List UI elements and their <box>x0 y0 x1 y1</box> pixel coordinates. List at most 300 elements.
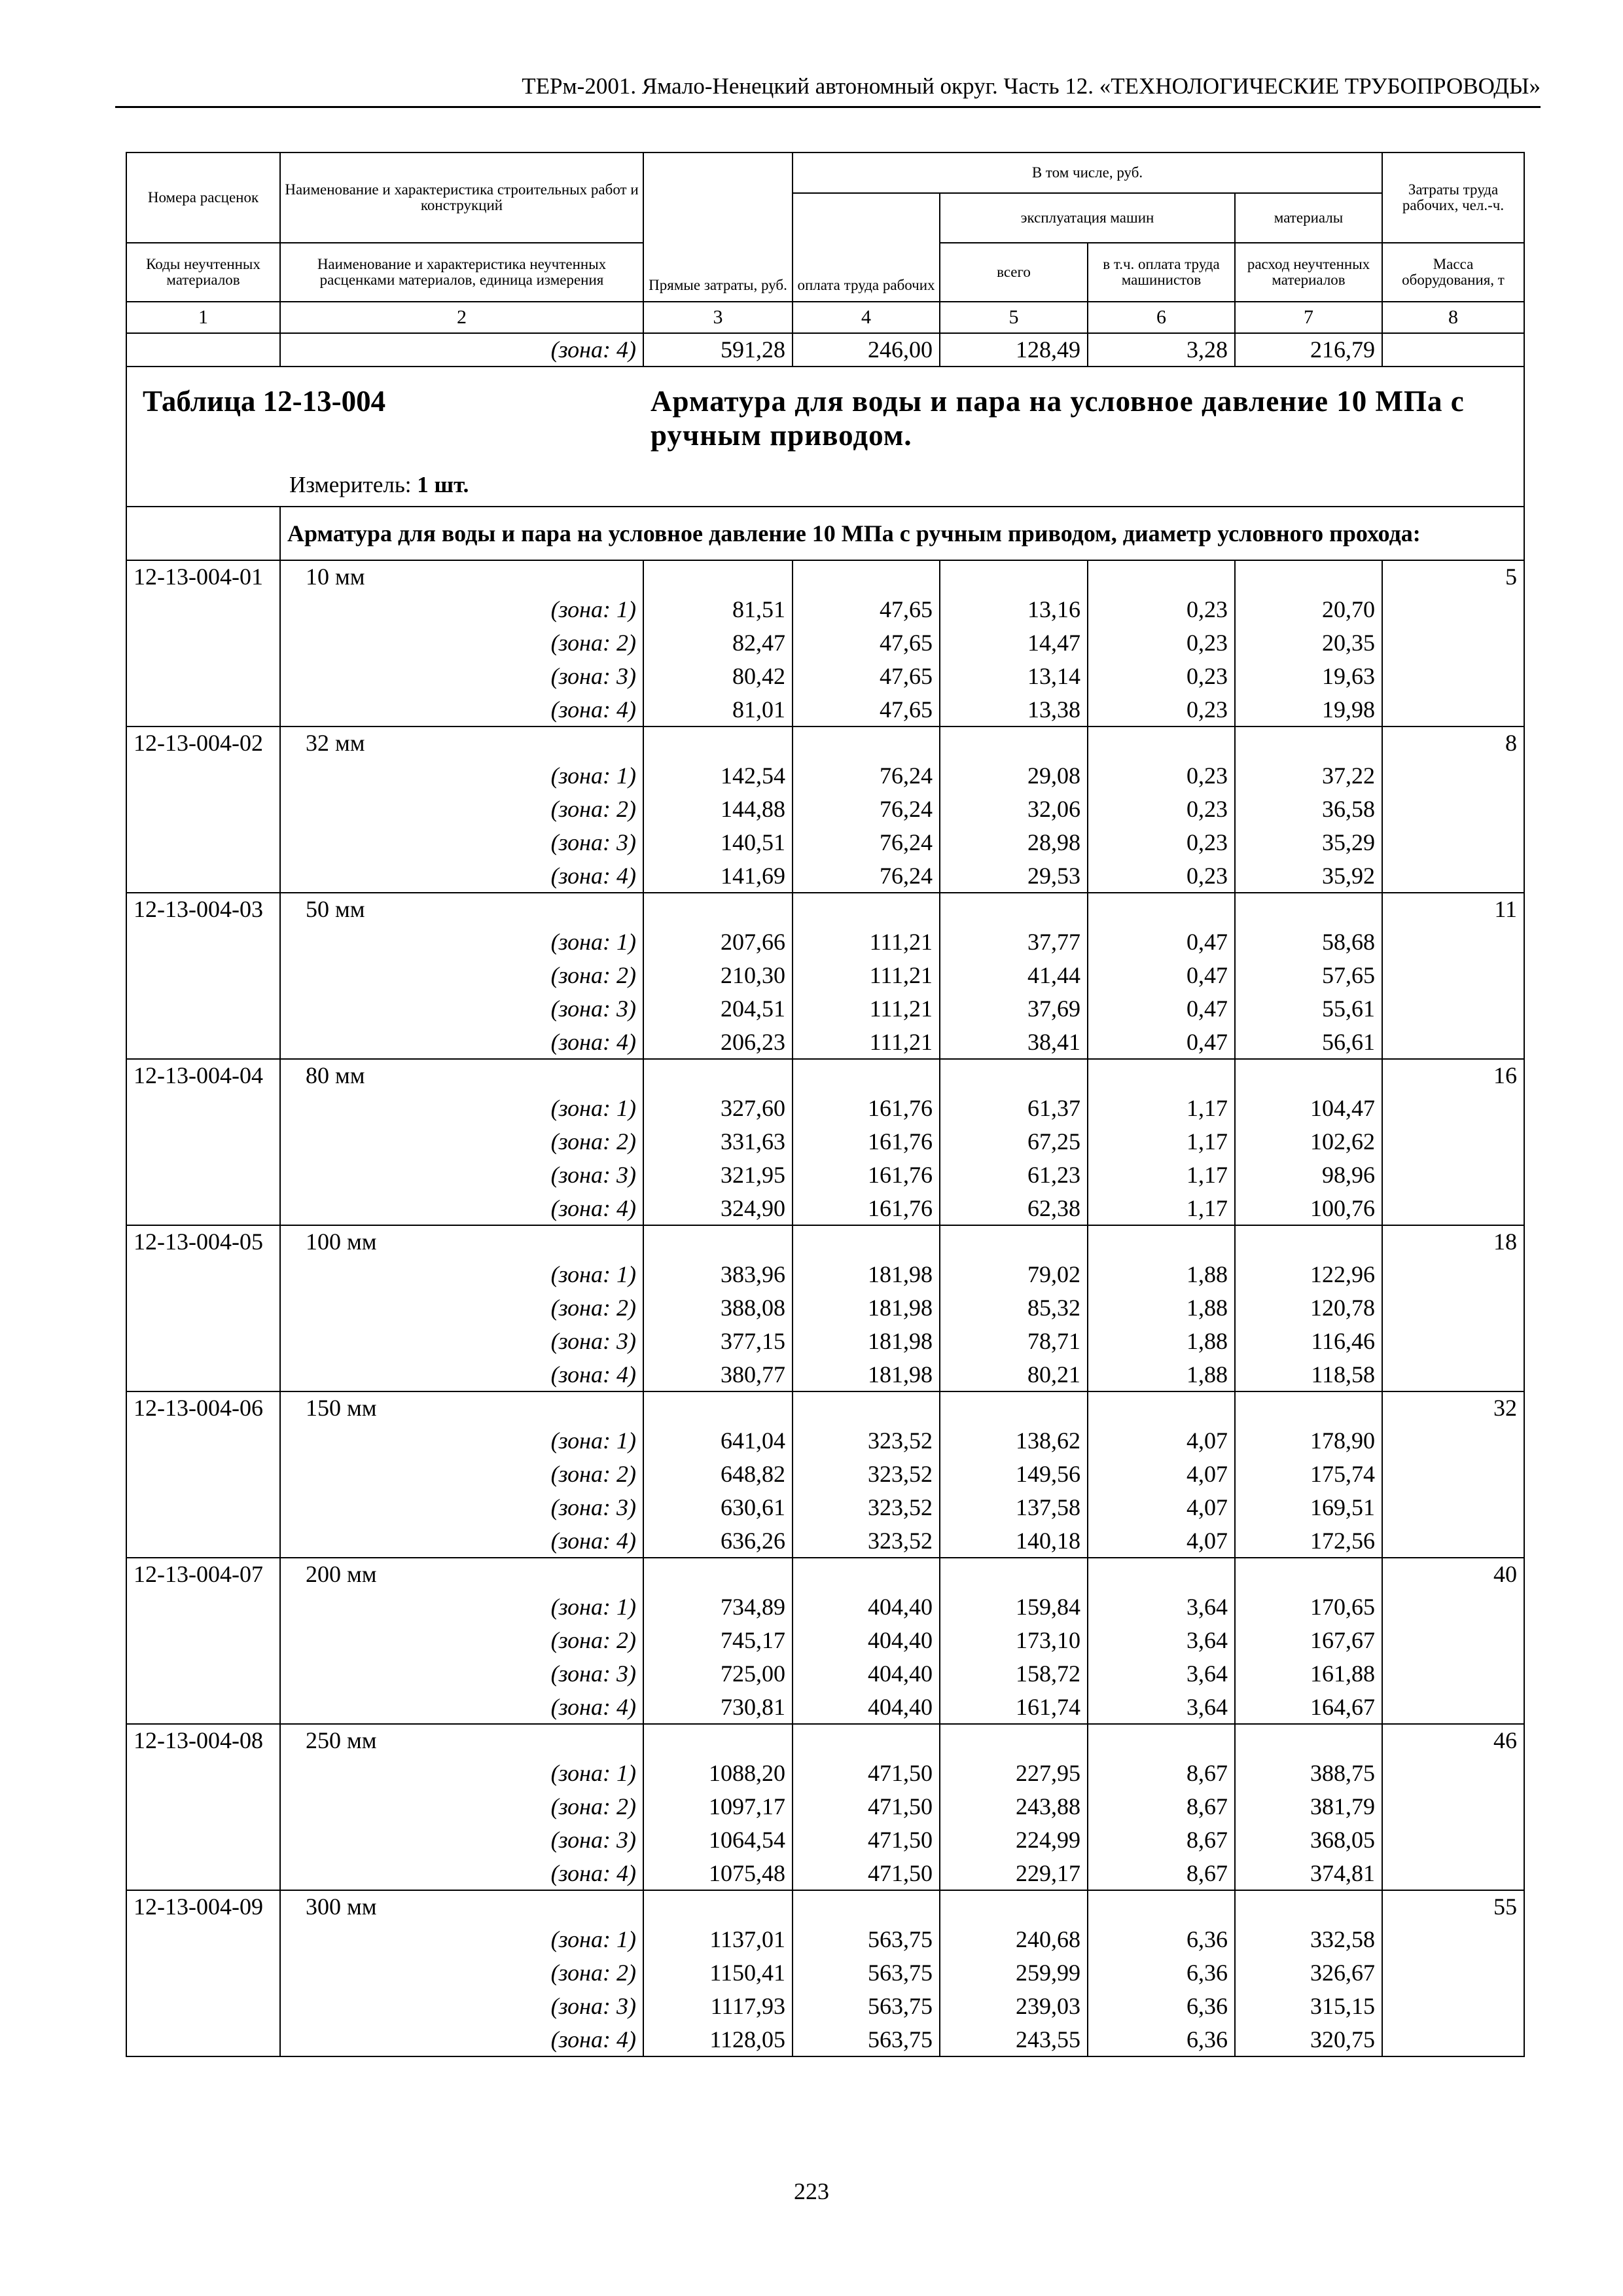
labor-cost: 16 <box>1382 1059 1524 1092</box>
zone-label: (зона: 4) <box>280 1857 643 1890</box>
zone-row <box>126 925 1524 959</box>
empty-cell <box>643 726 793 759</box>
zone-label: (зона: 2) <box>280 793 643 826</box>
direct-costs: 383,96 <box>643 1258 793 1291</box>
rate-code: 12-13-004-09 <box>126 1890 280 1923</box>
empty-cell <box>1382 1291 1524 1325</box>
zone-label: (зона: 1) <box>280 925 643 959</box>
empty-cell <box>126 593 280 626</box>
empty-cell <box>1382 1956 1524 1990</box>
direct-costs: 1097,17 <box>643 1790 793 1823</box>
section-code <box>126 507 280 560</box>
machines-total: 80,21 <box>940 1358 1088 1391</box>
empty-cell <box>126 693 280 726</box>
machines-total: 138,62 <box>940 1424 1088 1458</box>
labor-pay: 563,75 <box>793 2023 940 2056</box>
machines-total: 62,38 <box>940 1192 1088 1225</box>
empty-cell <box>1088 893 1235 925</box>
zone-row <box>126 1291 1524 1325</box>
materials-cost: 37,22 <box>1235 759 1382 793</box>
labor-pay: 181,98 <box>793 1325 940 1358</box>
carryover-operators-pay: 3,28 <box>1088 333 1235 367</box>
empty-cell <box>1235 1724 1382 1757</box>
empty-cell <box>126 1291 280 1325</box>
rate-name: 10 мм <box>280 560 643 593</box>
zone-label: (зона: 3) <box>280 1491 643 1524</box>
empty-cell <box>1382 959 1524 992</box>
empty-cell <box>1088 1724 1235 1757</box>
operators-pay: 0,47 <box>1088 1026 1235 1059</box>
labor-pay: 111,21 <box>793 1026 940 1059</box>
empty-cell <box>1382 826 1524 859</box>
zone-label: (зона: 2) <box>280 626 643 660</box>
zone-row <box>126 1192 1524 1225</box>
zone-row <box>126 1590 1524 1624</box>
empty-cell <box>126 959 280 992</box>
empty-cell <box>1382 1657 1524 1691</box>
empty-cell <box>793 560 940 593</box>
table-row <box>126 893 1524 925</box>
zone-label: (зона: 4) <box>280 859 643 893</box>
labor-pay: 404,40 <box>793 1657 940 1691</box>
zone-row <box>126 1790 1524 1823</box>
empty-cell <box>1382 1125 1524 1158</box>
direct-costs: 81,51 <box>643 593 793 626</box>
materials-cost: 315,15 <box>1235 1990 1382 2023</box>
empty-cell <box>1382 1092 1524 1125</box>
operators-pay: 0,23 <box>1088 859 1235 893</box>
empty-cell <box>126 1258 280 1291</box>
direct-costs: 141,69 <box>643 859 793 893</box>
materials-cost: 20,35 <box>1235 626 1382 660</box>
empty-cell <box>1088 1059 1235 1092</box>
machines-total: 61,23 <box>940 1158 1088 1192</box>
machines-total: 67,25 <box>940 1125 1088 1158</box>
machines-total: 239,03 <box>940 1990 1088 2023</box>
rate-code: 12-13-004-03 <box>126 893 280 925</box>
direct-costs: 321,95 <box>643 1158 793 1192</box>
operators-pay: 1,88 <box>1088 1325 1235 1358</box>
zone-row <box>126 1026 1524 1059</box>
table-row <box>126 1890 1524 1923</box>
direct-costs: 140,51 <box>643 826 793 859</box>
operators-pay: 0,23 <box>1088 593 1235 626</box>
rate-name: 100 мм <box>280 1225 643 1258</box>
header-row-1 <box>126 152 1524 193</box>
zone-label: (зона: 4) <box>280 1026 643 1059</box>
empty-cell <box>1088 1391 1235 1424</box>
empty-cell <box>940 1890 1088 1923</box>
materials-header: материалы <box>1235 193 1382 243</box>
empty-cell <box>126 2023 280 2056</box>
rate-code: 12-13-004-06 <box>126 1391 280 1424</box>
machines-total: 41,44 <box>940 959 1088 992</box>
zone-row <box>126 1757 1524 1790</box>
empty-cell <box>643 1724 793 1757</box>
empty-cell <box>1235 1059 1382 1092</box>
col1-bottom-header: Коды неучтенных материалов <box>126 243 280 302</box>
materials-cost: 167,67 <box>1235 1624 1382 1657</box>
empty-cell <box>126 1458 280 1491</box>
machines-total: 13,14 <box>940 660 1088 693</box>
zone-row <box>126 1823 1524 1857</box>
empty-cell <box>126 1358 280 1391</box>
column-number: 8 <box>1382 302 1524 333</box>
machines-total: 227,95 <box>940 1757 1088 1790</box>
machines-total: 240,68 <box>940 1923 1088 1956</box>
operators-pay: 1,88 <box>1088 1258 1235 1291</box>
empty-cell <box>126 626 280 660</box>
col7-header: расход неучтенных материалов <box>1235 243 1382 302</box>
operators-pay: 4,07 <box>1088 1424 1235 1458</box>
direct-costs: 82,47 <box>643 626 793 660</box>
materials-cost: 104,47 <box>1235 1092 1382 1125</box>
labor-cost: 46 <box>1382 1724 1524 1757</box>
empty-cell <box>643 1890 793 1923</box>
materials-cost: 120,78 <box>1235 1291 1382 1325</box>
empty-cell <box>1235 1558 1382 1590</box>
labor-pay: 563,75 <box>793 1923 940 1956</box>
materials-cost: 98,96 <box>1235 1158 1382 1192</box>
table-row <box>126 726 1524 759</box>
operators-pay: 0,47 <box>1088 992 1235 1026</box>
materials-cost: 35,29 <box>1235 826 1382 859</box>
empty-cell <box>1382 925 1524 959</box>
carryover-materials: 216,79 <box>1235 333 1382 367</box>
table-row <box>126 1724 1524 1757</box>
col8-top-header: Затраты труда рабочих, чел.-ч. <box>1382 152 1524 243</box>
empty-cell <box>126 992 280 1026</box>
price-table <box>126 152 1525 2057</box>
machines-total: 14,47 <box>940 626 1088 660</box>
labor-pay: 181,98 <box>793 1291 940 1325</box>
empty-cell <box>126 1857 280 1890</box>
table-unit <box>289 472 469 498</box>
empty-cell <box>126 826 280 859</box>
carryover-machines-total: 128,49 <box>940 333 1088 367</box>
empty-cell <box>1235 560 1382 593</box>
zone-row <box>126 1524 1524 1558</box>
rate-code: 12-13-004-08 <box>126 1724 280 1757</box>
materials-cost: 332,58 <box>1235 1923 1382 1956</box>
direct-costs: 327,60 <box>643 1092 793 1125</box>
operators-pay: 3,64 <box>1088 1691 1235 1724</box>
labor-pay: 111,21 <box>793 992 940 1026</box>
empty-cell <box>126 1026 280 1059</box>
zone-label: (зона: 2) <box>280 1956 643 1990</box>
labor-cost: 8 <box>1382 726 1524 759</box>
empty-cell <box>1382 1857 1524 1890</box>
rate-name: 32 мм <box>280 726 643 759</box>
direct-costs: 331,63 <box>643 1125 793 1158</box>
empty-cell <box>1088 560 1235 593</box>
zone-label: (зона: 2) <box>280 1790 643 1823</box>
materials-cost: 169,51 <box>1235 1491 1382 1524</box>
machines-total: 38,41 <box>940 1026 1088 1059</box>
zone-row <box>126 626 1524 660</box>
direct-costs: 648,82 <box>643 1458 793 1491</box>
operators-pay: 3,64 <box>1088 1590 1235 1624</box>
empty-cell <box>940 1558 1088 1590</box>
operators-pay: 1,17 <box>1088 1125 1235 1158</box>
zone-label: (зона: 2) <box>280 1291 643 1325</box>
operators-pay: 3,64 <box>1088 1624 1235 1657</box>
labor-pay: 404,40 <box>793 1590 940 1624</box>
machines-total: 173,10 <box>940 1624 1088 1657</box>
empty-cell <box>126 1524 280 1558</box>
zone-row <box>126 1458 1524 1491</box>
labor-cost: 5 <box>1382 560 1524 593</box>
materials-cost: 161,88 <box>1235 1657 1382 1691</box>
operators-pay: 1,88 <box>1088 1358 1235 1391</box>
labor-pay: 181,98 <box>793 1358 940 1391</box>
operators-pay: 8,67 <box>1088 1790 1235 1823</box>
operators-pay: 0,47 <box>1088 959 1235 992</box>
zone-label: (зона: 1) <box>280 759 643 793</box>
zone-row <box>126 1424 1524 1458</box>
zone-row <box>126 1125 1524 1158</box>
materials-cost: 55,61 <box>1235 992 1382 1026</box>
empty-cell <box>643 1558 793 1590</box>
col1-top-header: Номера расценок <box>126 152 280 243</box>
zone-label: (зона: 2) <box>280 959 643 992</box>
zone-row <box>126 1491 1524 1524</box>
table-title-cell <box>126 367 1524 507</box>
empty-cell <box>1382 1026 1524 1059</box>
empty-cell <box>1382 992 1524 1026</box>
zone-row <box>126 1691 1524 1724</box>
section-row <box>126 507 1524 560</box>
operators-pay: 4,07 <box>1088 1458 1235 1491</box>
rate-code: 12-13-004-07 <box>126 1558 280 1590</box>
operators-pay: 0,23 <box>1088 660 1235 693</box>
empty-cell <box>793 1391 940 1424</box>
zone-row <box>126 992 1524 1026</box>
operators-pay: 8,67 <box>1088 1823 1235 1857</box>
empty-cell <box>1382 1624 1524 1657</box>
empty-cell <box>1088 1558 1235 1590</box>
materials-cost: 19,63 <box>1235 660 1382 693</box>
zone-row <box>126 959 1524 992</box>
operators-pay: 0,23 <box>1088 693 1235 726</box>
empty-cell <box>1382 1524 1524 1558</box>
materials-cost: 58,68 <box>1235 925 1382 959</box>
machines-total: 13,16 <box>940 593 1088 626</box>
zone-row <box>126 1923 1524 1956</box>
empty-cell <box>126 1757 280 1790</box>
materials-cost: 19,98 <box>1235 693 1382 726</box>
direct-costs: 377,15 <box>643 1325 793 1358</box>
empty-cell <box>1235 1391 1382 1424</box>
table-code: Таблица 12-13-004 <box>143 385 386 418</box>
zone-row <box>126 1358 1524 1391</box>
direct-costs: 730,81 <box>643 1691 793 1724</box>
materials-cost: 388,75 <box>1235 1757 1382 1790</box>
machines-total: 32,06 <box>940 793 1088 826</box>
labor-cost: 32 <box>1382 1391 1524 1424</box>
table-title-row <box>126 367 1524 507</box>
direct-costs: 734,89 <box>643 1590 793 1624</box>
labor-cost: 40 <box>1382 1558 1524 1590</box>
empty-cell <box>126 660 280 693</box>
empty-cell <box>1382 1325 1524 1358</box>
empty-cell <box>126 1590 280 1624</box>
empty-cell <box>793 1724 940 1757</box>
labor-pay: 404,40 <box>793 1624 940 1657</box>
section-title: Арматура для воды и пара на условное давление 10 МПа с ручным приводом, диаметр условного прохода: <box>280 507 1524 560</box>
zone-row <box>126 1624 1524 1657</box>
empty-cell <box>1382 593 1524 626</box>
zone-row <box>126 1956 1524 1990</box>
zone-row <box>126 859 1524 893</box>
empty-cell <box>940 893 1088 925</box>
zone-label: (зона: 1) <box>280 1424 643 1458</box>
column-number: 6 <box>1088 302 1235 333</box>
table-row <box>126 1391 1524 1424</box>
empty-cell <box>1235 726 1382 759</box>
operators-pay: 0,23 <box>1088 759 1235 793</box>
empty-cell <box>126 1790 280 1823</box>
zone-row <box>126 1158 1524 1192</box>
machines-total: 29,08 <box>940 759 1088 793</box>
zone-label: (зона: 3) <box>280 1158 643 1192</box>
empty-cell <box>1382 1424 1524 1458</box>
labor-pay: 323,52 <box>793 1524 940 1558</box>
empty-cell <box>126 1823 280 1857</box>
col6-header: в т.ч. оплата труда машинистов <box>1088 243 1235 302</box>
rate-code: 12-13-004-04 <box>126 1059 280 1092</box>
rate-name: 300 мм <box>280 1890 643 1923</box>
empty-cell <box>940 726 1088 759</box>
direct-costs: 324,90 <box>643 1192 793 1225</box>
direct-costs: 725,00 <box>643 1657 793 1691</box>
materials-cost: 170,65 <box>1235 1590 1382 1624</box>
zone-label: (зона: 3) <box>280 1823 643 1857</box>
labor-pay: 471,50 <box>793 1823 940 1857</box>
materials-cost: 35,92 <box>1235 859 1382 893</box>
zone-row <box>126 2023 1524 2056</box>
col8-bottom-header: Масса оборудования, т <box>1382 243 1524 302</box>
empty-cell <box>793 1059 940 1092</box>
zone-row <box>126 693 1524 726</box>
carryover-labor <box>1382 333 1524 367</box>
empty-cell <box>126 925 280 959</box>
materials-cost: 320,75 <box>1235 2023 1382 2056</box>
labor-pay: 47,65 <box>793 626 940 660</box>
materials-cost: 20,70 <box>1235 593 1382 626</box>
labor-pay: 161,76 <box>793 1092 940 1125</box>
empty-cell <box>940 1724 1088 1757</box>
direct-costs: 206,23 <box>643 1026 793 1059</box>
direct-costs: 745,17 <box>643 1624 793 1657</box>
operators-pay: 8,67 <box>1088 1757 1235 1790</box>
zone-label: (зона: 1) <box>280 1757 643 1790</box>
empty-cell <box>1382 859 1524 893</box>
zone-label: (зона: 4) <box>280 1691 643 1724</box>
empty-cell <box>1235 893 1382 925</box>
direct-costs: 1117,93 <box>643 1990 793 2023</box>
empty-cell <box>1382 1491 1524 1524</box>
zone-label: (зона: 3) <box>280 1657 643 1691</box>
machines-total: 243,88 <box>940 1790 1088 1823</box>
empty-cell <box>126 1491 280 1524</box>
zone-row <box>126 826 1524 859</box>
machines-total: 85,32 <box>940 1291 1088 1325</box>
empty-cell <box>1088 1225 1235 1258</box>
zone-label: (зона: 4) <box>280 1524 643 1558</box>
column-number: 2 <box>280 302 643 333</box>
empty-cell <box>126 1657 280 1691</box>
machines-total: 259,99 <box>940 1956 1088 1990</box>
rate-name: 200 мм <box>280 1558 643 1590</box>
direct-costs: 388,08 <box>643 1291 793 1325</box>
empty-cell <box>1382 1258 1524 1291</box>
labor-cost: 18 <box>1382 1225 1524 1258</box>
zone-label: (зона: 3) <box>280 660 643 693</box>
zone-row <box>126 793 1524 826</box>
materials-cost: 102,62 <box>1235 1125 1382 1158</box>
labor-pay: 161,76 <box>793 1192 940 1225</box>
zone-label: (зона: 4) <box>280 2023 643 2056</box>
materials-cost: 116,46 <box>1235 1325 1382 1358</box>
empty-cell <box>1382 1790 1524 1823</box>
empty-cell <box>940 1059 1088 1092</box>
zone-label: (зона: 3) <box>280 1325 643 1358</box>
labor-pay: 111,21 <box>793 959 940 992</box>
empty-cell <box>126 1956 280 1990</box>
zone-label: (зона: 1) <box>280 1923 643 1956</box>
col2-top-header: Наименование и характеристика строительных работ и конструкций <box>280 152 643 243</box>
empty-cell <box>126 1923 280 1956</box>
operators-pay: 1,17 <box>1088 1092 1235 1125</box>
col3-header: Прямые затраты, руб. <box>643 152 793 302</box>
unit-label: Измеритель: <box>289 472 412 497</box>
materials-cost: 56,61 <box>1235 1026 1382 1059</box>
direct-costs: 1075,48 <box>643 1857 793 1890</box>
zone-label: (зона: 1) <box>280 593 643 626</box>
zone-label: (зона: 1) <box>280 1258 643 1291</box>
empty-cell <box>1382 1990 1524 2023</box>
machines-total: 61,37 <box>940 1092 1088 1125</box>
operators-pay: 0,23 <box>1088 626 1235 660</box>
operators-pay: 6,36 <box>1088 1990 1235 2023</box>
zone-label: (зона: 2) <box>280 1458 643 1491</box>
zone-row <box>126 593 1524 626</box>
table-row <box>126 1225 1524 1258</box>
direct-costs: 1150,41 <box>643 1956 793 1990</box>
zone-row <box>126 1657 1524 1691</box>
machines-total: 224,99 <box>940 1823 1088 1857</box>
empty-cell <box>1382 1691 1524 1724</box>
carryover-row <box>126 333 1524 367</box>
empty-cell <box>1382 1923 1524 1956</box>
labor-pay: 111,21 <box>793 925 940 959</box>
rate-name: 250 мм <box>280 1724 643 1757</box>
machines-total: 229,17 <box>940 1857 1088 1890</box>
empty-cell <box>1382 660 1524 693</box>
zone-label: (зона: 2) <box>280 1125 643 1158</box>
zone-label: (зона: 3) <box>280 826 643 859</box>
table-name: Арматура для воды и пара на условное давление 10 МПа с ручным приводом. <box>651 385 1465 452</box>
materials-cost: 175,74 <box>1235 1458 1382 1491</box>
empty-cell <box>126 1624 280 1657</box>
direct-costs: 204,51 <box>643 992 793 1026</box>
labor-pay: 76,24 <box>793 793 940 826</box>
empty-cell <box>126 1092 280 1125</box>
empty-cell <box>1235 1890 1382 1923</box>
direct-costs: 1088,20 <box>643 1757 793 1790</box>
empty-cell <box>643 1225 793 1258</box>
